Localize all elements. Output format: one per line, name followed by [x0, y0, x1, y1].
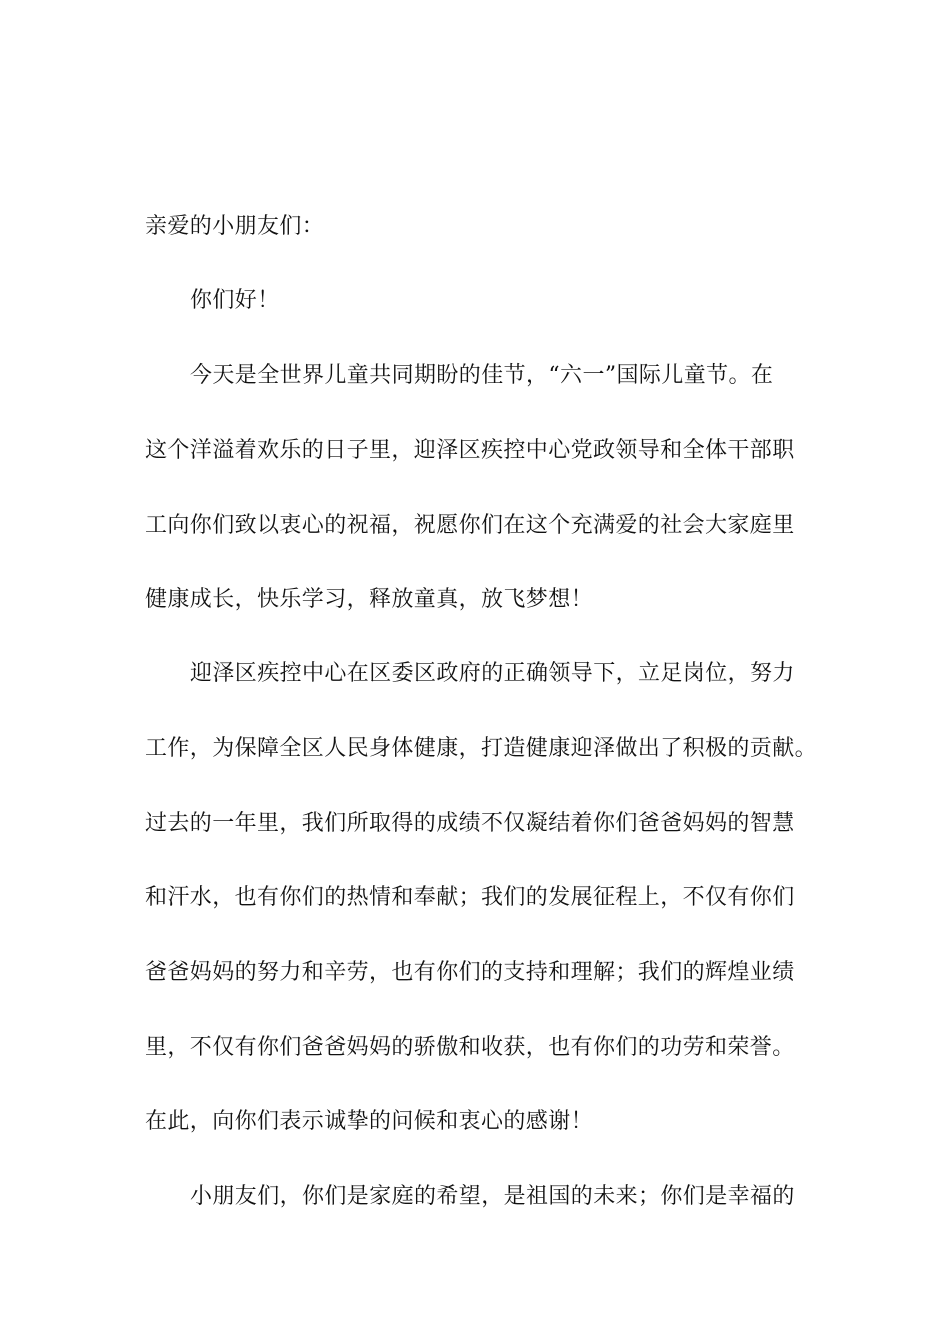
paragraph-line: 健康成长，快乐学习，释放童真，放飞梦想！: [145, 587, 594, 612]
greeting: 你们好！: [190, 288, 280, 313]
paragraph-line: 过去的一年里，我们所取得的成绩不仅凝结着你们爸爸妈妈的智慧: [145, 811, 795, 836]
salutation: 亲爱的小朋友们：: [145, 214, 325, 239]
paragraph-line: 这个洋溢着欢乐的日子里，迎泽区疾控中心党政领导和全体干部职: [145, 438, 795, 463]
paragraph-line: 工向你们致以衷心的祝福，祝愿你们在这个充满爱的社会大家庭里: [145, 513, 795, 538]
paragraph-line: 和汗水，也有你们的热情和奉献；我们的发展征程上，不仅有你们: [145, 885, 795, 910]
paragraph-line: 里，不仅有你们爸爸妈妈的骄傲和收获，也有你们的功劳和荣誉。: [145, 1035, 795, 1060]
paragraph-line: 迎泽区疾控中心在区委区政府的正确领导下，立足岗位，努力: [190, 661, 795, 686]
paragraph-line: 今天是全世界儿童共同期盼的佳节，“六一”国际儿童节。在: [190, 363, 774, 388]
paragraph-line: 爸爸妈妈的努力和辛劳，也有你们的支持和理解；我们的辉煌业绩: [145, 960, 795, 985]
paragraph-line: 工作，为保障全区人民身体健康，打造健康迎泽做出了积极的贡献。: [145, 736, 818, 761]
paragraph-line: 在此，向你们表示诚挚的问候和衷心的感谢！: [145, 1109, 594, 1134]
paragraph-line: 小朋友们，你们是家庭的希望，是祖国的未来；你们是幸福的: [190, 1184, 795, 1209]
